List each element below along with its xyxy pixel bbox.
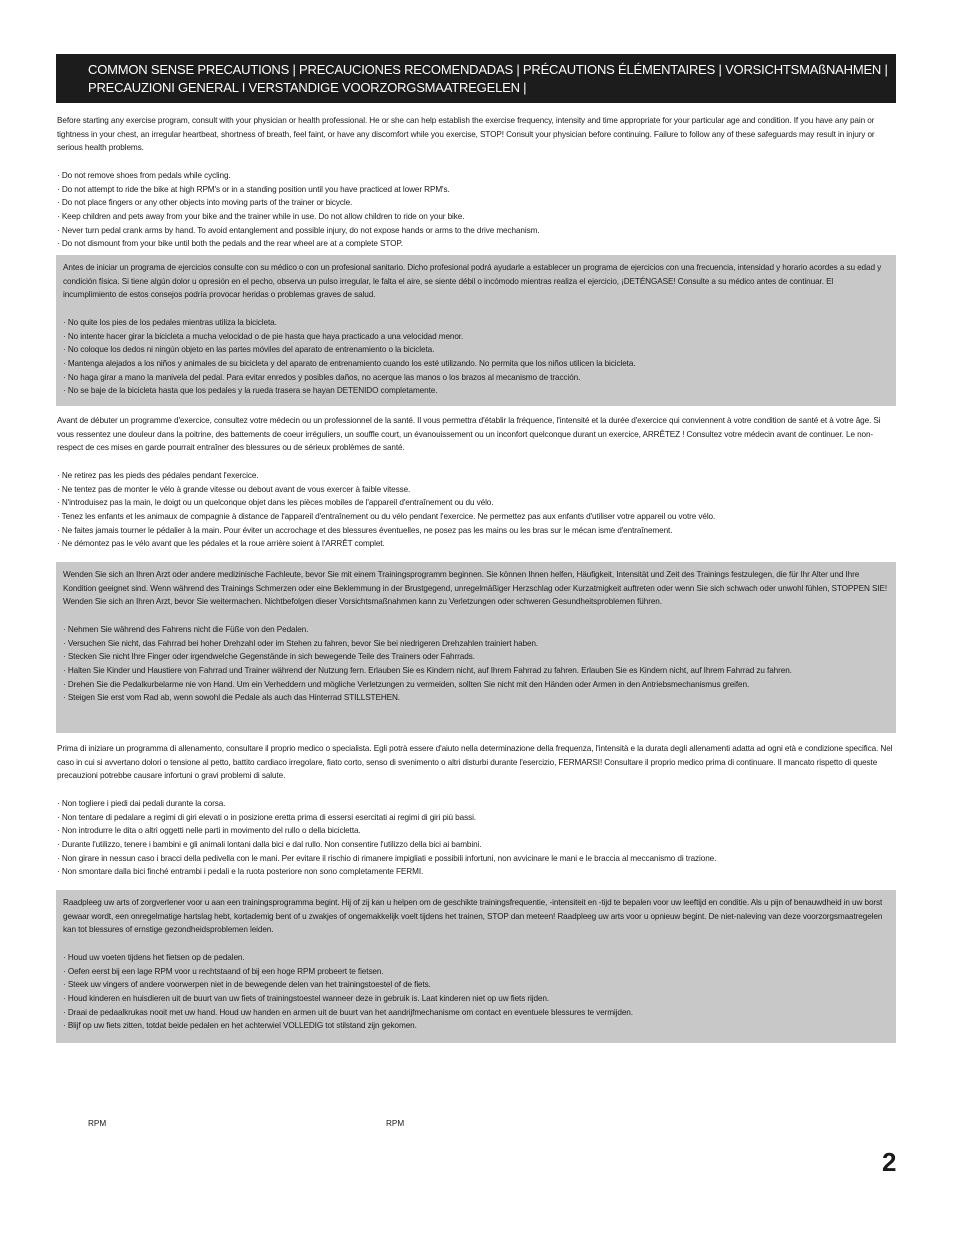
list-item: · Ne démontez pas le vélo avant que les pédales et la roue arrière soient à l'ARRÊT complet.: [57, 537, 896, 551]
list-item: · Ne faites jamais tourner le pédalier à la main. Pour éviter un accrochage et des blessures éventuelles, ne posez pas les mains ou les bras sur le mécan isme d'entraînement.: [57, 524, 896, 538]
list-item: · Keep children and pets away from your bike and the trainer while in use. Do not allow children to ride on your bike.: [57, 210, 896, 224]
list-item: · Tenez les enfants et les animaux de compagnie à distance de l'appareil d'entraînement ou du vélo pendant l'exercice. Ne permettez pas aux enfants d'utiliser votre appareil ou votre vélo.: [57, 510, 896, 524]
page-number: 2: [882, 1147, 897, 1177]
section-spanish: [56, 255, 896, 406]
section-intro: Raadpleeg uw arts of zorgverlener voor u aan een trainingsprogramma begint. Hij of zij kan u helpen om de geschikte trainingsfrequentie, -intensiteit en -tijd te bepalen voor uw leeftijd en conditie. Als u pijn of benauwdheid in uw borst gewaar wordt, een onregelmatige hartslag hebt, kortademig bent of u zwakjes of ongemakkelijk voelt tijdens het trainen, STOP dan meteen! Raadpleeg uw arts voor u opnieuw begint. De niet-naleving van deze voorzorgsmaatregelen kan tot blessures of ernstige gezondheidsproblemen leiden.: [63, 898, 883, 935]
list-item: · No se baje de la bicicleta hasta que los pedales y la rueda trasera se hayan DETENIDO completamente.: [63, 384, 888, 398]
list-item: · No coloque los dedos ni ningún objeto en las partes móviles del aparato de entrenamiento o la bicicleta.: [63, 343, 888, 357]
list-item: · Non girare in nessun caso i bracci della pedivella con le mani. Per evitare il rischio di rimanere impigliati e possibili infortuni, non avvicinare le mani e le braccia al meccanismo di trazione.: [57, 852, 896, 866]
list-item: · Do not attempt to ride the bike at high RPM's or in a standing position until you have practiced at lower RPM's.: [57, 183, 896, 197]
list-item: · Ne tentez pas de monter le vélo à grande vitesse ou debout avant de vous exercer à faible vitesse.: [57, 483, 896, 497]
list-item: · Never turn pedal crank arms by hand. To avoid entanglement and possible injury, do not expose hands or arms to the drive mechanism.: [57, 224, 896, 238]
list-item: · Non introdurre le dita o altri oggetti nelle parti in movimento del rullo o della bicicletta.: [57, 824, 896, 838]
section-intro: Avant de débuter un programme d'exercice, consultez votre médecin ou un professionnel de la santé. Il vous permettra d'établir la fréquence, l'intensité et la durée d'exercice qui conviennent à votre condition de santé et à votre âge. Si vous ressentez une douleur dans la poitrine, des battements de coeur irréguliers, un souffle court, un évanouissement ou un inconfort quelconque durant un exercice, ARRÊTEZ ! Consultez votre médecin avant de continuer. Le non-respect de ces mises en garde pourrait entraîner des blessures ou de sérieux problèmes de santé.: [57, 416, 881, 453]
list-item: · Non tentare di pedalare a regimi di giri elevati o in posizione eretta prima di essersi esercitati ai regimi di giri più bassi.: [57, 811, 896, 825]
section-intro: Prima di iniziare un programma di allenamento, consultare il proprio medico o specialista. Egli potrà essere d'aiuto nella determinazione della frequenza, l'intensità e la durata degli allenamenti adatta ad ogni età e condizione specifica. Nel caso in cui si avvertano dolori o tensione al petto, battito cardiaco irregolare, fiato corto, senso di svenimento o altri disturbi durante l'esercizio, FERMARSI! Consultare il proprio medico prima di continuare. Il mancato rispetto di queste precauzioni potrebbe causare infortuni o gravi problemi di salute.: [57, 744, 893, 781]
precaution-list: [57, 169, 896, 251]
list-item: · No haga girar a mano la manivela del pedal. Para evitar enredos y posibles daños, no acerque las manos o los brazos al mecanismo de tracción.: [63, 371, 888, 385]
page-header: [56, 54, 896, 103]
list-item: · N'introduisez pas la main, le doigt ou un quelconque objet dans les pièces mobiles de l'appareil d'entraînement ou du vélo.: [57, 496, 896, 510]
list-item: · Drehen Sie die Pedalkurbelarme nie von Hand. Um ein Verheddern und mögliche Verletzungen zu vermeiden, sollten Sie nicht mit den Händen oder Armen in den Antriebsmechanismus greifen.: [63, 678, 888, 692]
precaution-list: [57, 469, 896, 551]
precaution-list: [57, 797, 896, 879]
list-item: · Houd uw voeten tijdens het fietsen op de pedalen.: [63, 951, 888, 965]
precaution-list: [63, 951, 888, 1033]
list-item: · Durante l'utilizzo, tenere i bambini e gli animali lontani dalla bici e dal rullo. Non consentire l'utilizzo della bici ai bambini.: [57, 838, 896, 852]
header-line-1: COMMON SENSE PRECAUTIONS | PRECAUCIONES RECOMENDADAS | PRÉCAUTIONS ÉLÉMENTAIRES | VORSICHTSMAßNAHMEN |: [88, 62, 888, 77]
list-item: · Do not remove shoes from pedals while cycling.: [57, 169, 896, 183]
list-item: · Nehmen Sie während des Fahrens nicht die Füße von den Pedalen.: [63, 623, 888, 637]
section-intro: Antes de iniciar un programa de ejercicios consulte con su médico o con un profesional sanitario. Dicho profesional podrá ayudarle a establecer un programa de ejercicios con una frecuencia, intensidad y horario acordes a su edad y condición física. Si tiene algún dolor u opresión en el pecho, observa un pulso irregular, le falta el aire, se siente débil o incómodo mientras realiza el ejercicio, ¡DETÉNGASE! Consulte a su médico antes de continuar. El incumplimiento de estos consejos podría provocar heridas o problemas graves de salud.: [63, 263, 882, 300]
rpm-label-right: RPM: [386, 1119, 405, 1128]
list-item: · Non togliere i piedi dai pedali durante la corsa.: [57, 797, 896, 811]
precaution-list: [63, 316, 888, 398]
section-italian: [56, 742, 896, 879]
list-item: · Versuchen Sie nicht, das Fahrrad bei hoher Drehzahl oder im Stehen zu fahren, bevor Sie bei niedrigeren Drehzahlen trainiert haben.: [63, 637, 888, 651]
list-item: · Non smontare dalla bici finché entrambi i pedali e la ruota posteriore non sono completamente FERMI.: [57, 865, 896, 879]
header-line-2: PRECAUZIONI GENERAL I VERSTANDIGE VOORZORGSMAATREGELEN |: [88, 80, 527, 95]
section-intro: Before starting any exercise program, consult with your physician or health professional. He or she can help establish the exercise frequency, intensity and time appropriate for your particular age and condition. If you have any pain or tightness in your chest, an irregular heartbeat, shortness of breath, feel faint, or have any discomfort while you exercise, STOP! Consult your physician before continuing. Failure to follow any of these safeguards may result in injury or serious health problems.: [57, 116, 875, 153]
list-item: · Halten Sie Kinder und Haustiere von Fahrrad und Trainer während der Nutzung fern. Erlauben Sie es Kindern nicht, auf Ihrem Fahrrad zu fahren. Erlauben Sie es Kindern nicht, auf Ihrem Fahrrad zu fahren.: [63, 664, 888, 678]
list-item: · Mantenga alejados a los niños y animales de su bicicleta y del aparato de entrenamiento cuando los esté utilizando. No permita que los niños utilicen la bicicleta.: [63, 357, 888, 371]
section-german: [56, 562, 896, 733]
list-item: · Draai de pedaalkrukas nooit met uw hand. Houd uw handen en armen uit de buurt van het aandrijfmechanisme om contact en eventuele blessures te vermijden.: [63, 1006, 888, 1020]
list-item: · Steigen Sie erst vom Rad ab, wenn sowohl die Pedale als auch das Hinterrad STILLSTEHEN.: [63, 691, 888, 705]
list-item: · No intente hacer girar la bicicleta a mucha velocidad o de pie hasta que haya practicado a una velocidad menor.: [63, 330, 888, 344]
list-item: · Do not place fingers or any other objects into moving parts of the trainer or bicycle.: [57, 196, 896, 210]
section-dutch: [56, 890, 896, 1043]
list-item: · Houd kinderen en huisdieren uit de buurt van uw fiets of trainingstoestel wanneer deze in gebruik is. Laat kinderen niet op uw fiets rijden.: [63, 992, 888, 1006]
section-intro: Wenden Sie sich an Ihren Arzt oder andere medizinische Fachleute, bevor Sie mit einem Trainingsprogramm beginnen. Sie können Ihnen helfen, Häufigkeit, Intensität und Zeit des Trainings festzulegen, die für Ihr Alter und Ihre Kondition geeignet sind. Wenn während des Trainings Schmerzen oder eine Beklemmung in der Brustgegend, unregelmäßiger Herzschlag oder Kurzatmigkeit auftreten oder wenn Sie sich schwach oder unwohl fühlen, STOPPEN SIE! Wenden Sie sich an Ihren Arzt, bevor Sie weitermachen. Nichtbefolgen dieser Vorsichtsmaßnahmen kann zu Verletzungen oder schweren Gesundheitsproblemen führen.: [63, 570, 888, 607]
list-item: · Stecken Sie nicht Ihre Finger oder irgendwelche Gegenstände in sich bewegende Teile des Trainers oder Fahrrads.: [63, 650, 888, 664]
list-item: · Ne retirez pas les pieds des pédales pendant l'exercice.: [57, 469, 896, 483]
section-english: [56, 114, 896, 251]
section-french: [56, 414, 896, 551]
list-item: · Oefen eerst bij een lage RPM voor u rechtstaand of bij een hoge RPM probeert te fietsen.: [63, 965, 888, 979]
list-item: · No quite los pies de los pedales mientras utiliza la bicicleta.: [63, 316, 888, 330]
list-item: · Do not dismount from your bike until both the pedals and the rear wheel are at a complete STOP.: [57, 237, 896, 251]
list-item: · Steek uw vingers of andere voorwerpen niet in de bewegende delen van het trainingstoestel of de fiets.: [63, 978, 888, 992]
rpm-label-left: RPM: [88, 1119, 107, 1128]
list-item: · Blijf op uw fiets zitten, totdat beide pedalen en het achterwiel VOLLEDIG tot stilstand zijn gekomen.: [63, 1019, 888, 1033]
precaution-list: [63, 623, 888, 705]
